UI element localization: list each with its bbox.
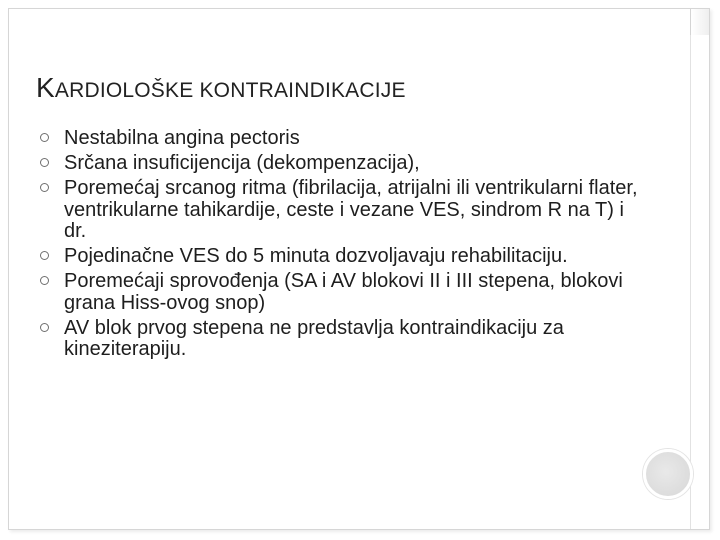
circle-bullet-icon bbox=[40, 183, 49, 192]
circle-bullet-icon bbox=[40, 276, 49, 285]
bullet-item bbox=[38, 178, 638, 243]
bullet-item bbox=[38, 318, 638, 361]
bullet-text: Pojedinačne VES do 5 minuta dozvoljavaju rehabilitaciju. bbox=[64, 245, 568, 267]
circle-decoration bbox=[643, 449, 693, 499]
corner-tab-decoration bbox=[690, 9, 710, 35]
circle-bullet-icon bbox=[40, 323, 49, 332]
bullet-item bbox=[38, 271, 638, 314]
bullet-list bbox=[38, 128, 638, 364]
bullet-text: Poremećaj srcanog ritma (fibrilacija, atrijalni ili ventrikularni flater, ventrikularne tahikardije, ceste i vezane VES, sindrom R na T) i dr. bbox=[64, 177, 638, 242]
side-rail-decoration bbox=[690, 35, 710, 530]
bullet-text: Nestabilna angina pectoris bbox=[64, 127, 300, 149]
bullet-text: AV blok prvog stepena ne predstavlja kontraindikaciju za kineziterapiju. bbox=[64, 316, 564, 360]
bullet-item bbox=[38, 128, 638, 150]
circle-bullet-icon bbox=[40, 133, 49, 142]
circle-bullet-icon bbox=[40, 158, 49, 167]
bullet-text: Poremećaji sprovođenja (SA i AV blokovi II i III stepena, blokovi grana Hiss-ovog snop) bbox=[64, 270, 623, 314]
title-initial: K bbox=[36, 72, 55, 103]
bullet-item bbox=[38, 153, 638, 175]
title-rest: ARDIOLOŠKE KONTRAINDIKACIJE bbox=[54, 79, 406, 102]
slide-title bbox=[36, 72, 406, 104]
bullet-text: Srčana insuficijencija (dekompenzacija), bbox=[64, 152, 420, 174]
bullet-item bbox=[38, 246, 638, 268]
circle-bullet-icon bbox=[40, 251, 49, 260]
